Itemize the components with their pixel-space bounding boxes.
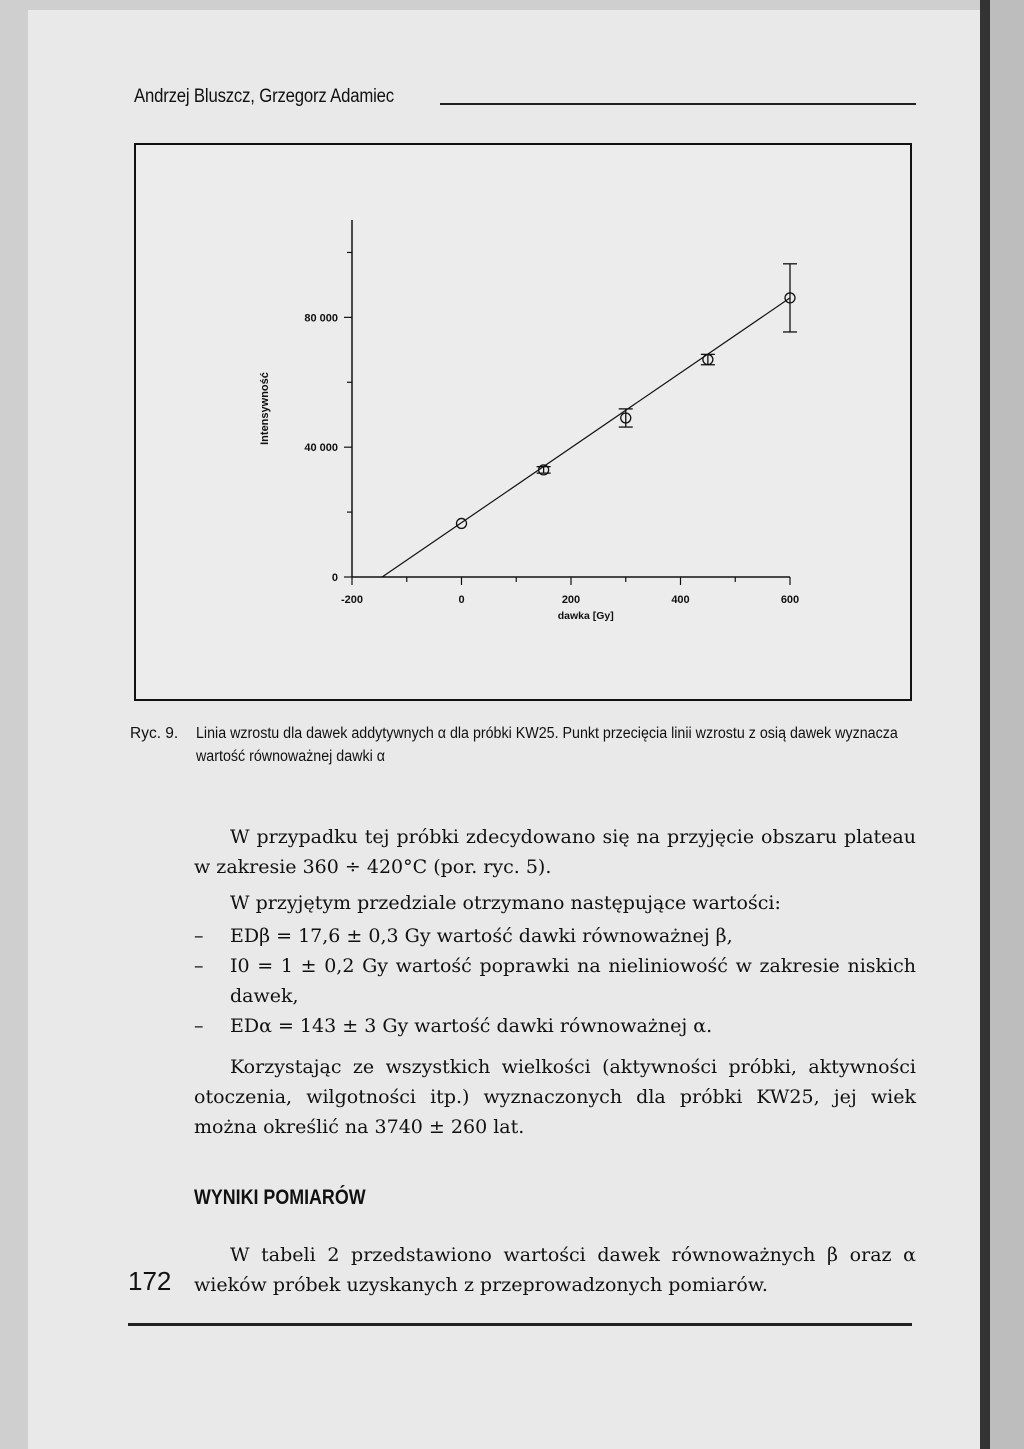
paragraph-4-text: W tabeli 2 przedstawiono wartości dawek równoważnych β oraz α wieków próbek uzyskanych z przeprowadzonych pomiarów. [194,1244,916,1296]
dose-growth-chart [136,145,910,699]
page-number: 172 [128,1266,172,1296]
paragraph-2-text: W przyjętym przedziale otrzymano następujące wartości: [230,892,781,914]
fit-line [382,298,790,577]
paragraph-1-text: W przypadku tej próbki zdecydowano się na przyjęcie obszaru plateau w zakresie 360 ÷ 420°C (por. ryc. 5). [194,826,916,878]
x-tick-label: 600 [780,594,800,606]
binding-edge [980,0,990,1449]
running-header-authors: Andrzej Bluszcz, Grzegorz Adamiec [134,86,394,107]
y-tick-label: 40 000 [304,442,338,455]
x-tick-label: -200 [340,594,364,606]
data-point [457,518,467,528]
figure-frame [134,143,912,701]
paragraph-3-text: Korzystając ze wszystkich wielkości (aktywności próbki, aktywności otoczenia, wilgotności itp.) wyznaczonych dla próbki KW25, jej wiek można określić na 3740 ± 260 lat. [194,1056,916,1138]
y-axis-label: Intensywność [259,372,271,445]
fit-line-group [382,298,790,577]
chart-axes [352,220,790,577]
section-heading: WYNIKI POMIARÓW [194,1186,366,1209]
x-axis-label: dawka [Gy] [557,610,614,622]
x-tick-label: 400 [671,594,690,606]
paragraph-4 [194,1240,916,1300]
paragraph-2 [194,888,916,918]
caption-text: Linia wzrostu dla dawek addytywnych α dla próbki KW25. Punkt przecięcia linii wzrostu z osią dawek wyznacza wartość równoważnej dawki α [196,725,898,765]
header-rule [440,103,916,105]
caption-number: Ryc. 9. [130,725,179,742]
y-tick-label: 0 [331,572,338,584]
data-points-group [457,264,798,529]
y-tick-label: 80 000 [304,312,338,325]
paragraph-1 [194,822,916,882]
x-tick-label: 200 [561,594,581,606]
paragraph-3 [194,1052,916,1142]
x-tick-label: 0 [458,594,465,606]
footer-rule [128,1323,912,1326]
chart-ticks [259,252,799,622]
scan-margin [990,0,1024,1449]
